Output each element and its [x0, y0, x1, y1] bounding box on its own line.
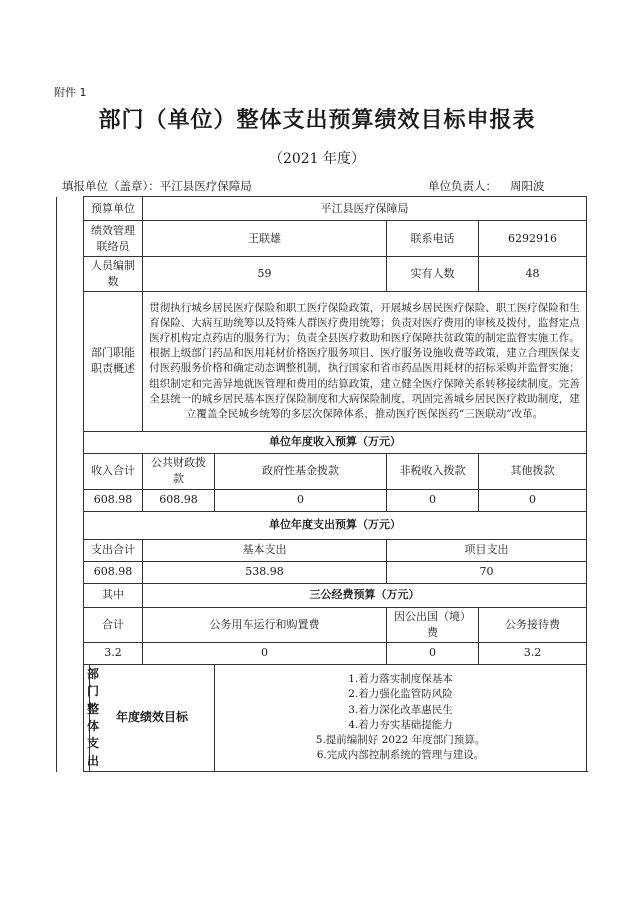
goals-label-a: 部门整体支出 — [84, 664, 90, 771]
row-sangong-title — [57, 583, 587, 607]
actual-staff-value: 48 — [479, 257, 587, 292]
expense-value-project: 70 — [387, 561, 587, 583]
expense-title: 单位年度支出预算（万元） — [84, 511, 587, 539]
expense-header-project: 项目支出 — [387, 539, 587, 561]
phone-value: 6292916 — [479, 221, 587, 257]
goal-item: 1.着力落实制度保基本 — [348, 673, 453, 686]
income-value-other: 0 — [479, 489, 587, 511]
phone-label: 联系电话 — [387, 221, 479, 257]
row-duty — [57, 291, 587, 431]
sangong-value-reception: 3.2 — [479, 642, 587, 664]
attachment-label: 附件 1 — [54, 86, 87, 99]
sangong-header-total: 合计 — [84, 607, 143, 642]
owner-value: 周阳波 — [510, 179, 545, 193]
income-title: 单位年度收入预算（万元） — [84, 431, 587, 453]
income-header-total: 收入合计 — [84, 453, 143, 489]
row-sangong-headers — [57, 607, 587, 642]
expense-value-total: 608.98 — [84, 561, 143, 583]
goals-label-b: 年度绩效目标 — [90, 664, 215, 771]
year-label: （2021 年度） — [268, 151, 366, 167]
goal-item: 6.完成内部控制系统的管理与建设。 — [316, 749, 485, 762]
row-goals — [57, 664, 587, 771]
income-value-total: 608.98 — [84, 489, 143, 511]
income-value-public: 608.98 — [143, 489, 215, 511]
qizhong-label: 其中 — [84, 583, 143, 607]
contact-label: 绩效管理联络员 — [84, 221, 143, 257]
row-expense-title — [57, 511, 587, 539]
sangong-header-reception: 公务接待费 — [479, 607, 587, 642]
income-header-nontax: 非税收入拨款 — [387, 453, 479, 489]
income-header-other: 其他拨款 — [479, 453, 587, 489]
staff-label: 人员编制数 — [84, 257, 143, 292]
sangong-header-car: 公务用车运行和购置费 — [143, 607, 387, 642]
row-sangong-values — [57, 642, 587, 664]
expense-value-basic: 538.98 — [143, 561, 387, 583]
row-expense-values — [57, 561, 587, 583]
income-value-gov-fund: 0 — [215, 489, 387, 511]
page-title: 部门（单位）整体支出预算绩效目标申报表 — [98, 108, 536, 133]
row-expense-headers — [57, 539, 587, 561]
sangong-title: 三公经费预算（万元） — [143, 583, 587, 607]
budget-unit-label: 预算单位 — [84, 197, 143, 221]
sangong-value-abroad: 0 — [387, 642, 479, 664]
expense-header-basic: 基本支出 — [143, 539, 387, 561]
row-staff — [57, 257, 587, 292]
income-value-nontax: 0 — [387, 489, 479, 511]
income-header-public: 公共财政拨款 — [143, 453, 215, 489]
duty-label: 部门职能职责概述 — [84, 291, 143, 431]
left-margin-cell — [57, 197, 84, 772]
fill-info-row — [62, 178, 582, 194]
sangong-value-car: 0 — [143, 642, 387, 664]
sangong-header-abroad: 因公出国（境）费 — [387, 607, 479, 642]
goal-item: 4.着力夯实基础提能力 — [348, 718, 453, 731]
sangong-value-total: 3.2 — [84, 642, 143, 664]
row-income-headers — [57, 453, 587, 489]
duty-text: 贯彻执行城乡居民医疗保险和职工医疗保险政策，开展城乡居民医疗保险、职工医疗保险和生育保险、大病互助统筹以及特殊人群医疗费用统筹；负责对医疗费用的审核及拨付，监督定点医疗机构定点药店的服务行为；负责全县医疗救助和医疗保障扶贫政策的制定监督实施工作。根据上级部门药品和医用耗材价格医疗服务项目、医疗服务设施收费等政策，建立合理医保支付医药服务价格和确定动态调整机制，执行国家和省市药品医用耗材的招标采购并监督实施；组织制定和完善异地就医管理和费用的结算政策，建立健全医疗保障关系转移接续制度。完善全县统一的城乡居民基本医疗保险制度和大病保险制度，巩固完善城乡居民医疗救助制度，建立覆盖全民城乡统筹的多层次保障体系，推动医疗医保医药“三医联动”改革。 — [143, 291, 587, 431]
row-income-values — [57, 489, 587, 511]
goal-item: 5.提前编制好 2022 年度部门预算。 — [315, 734, 486, 747]
expense-header-total: 支出合计 — [84, 539, 143, 561]
contact-value: 王联雄 — [143, 221, 387, 257]
row-contact — [57, 221, 587, 257]
budget-unit-value: 平江县医疗保障局 — [143, 197, 587, 221]
actual-staff-label: 实有人数 — [387, 257, 479, 292]
owner-label: 单位负责人： — [428, 179, 497, 193]
goal-item: 3.着力深化改革惠民生 — [348, 703, 453, 716]
row-budget-unit — [57, 197, 587, 221]
budget-form-table — [56, 196, 587, 772]
income-header-gov-fund: 政府性基金拨款 — [215, 453, 387, 489]
goal-item: 2.着力强化监管防风险 — [348, 688, 453, 701]
fill-unit-label: 填报单位（盖章）：平江县医疗保障局 — [62, 179, 252, 193]
staff-value: 59 — [143, 257, 387, 292]
row-income-title — [57, 431, 587, 453]
goals-list — [215, 664, 587, 771]
